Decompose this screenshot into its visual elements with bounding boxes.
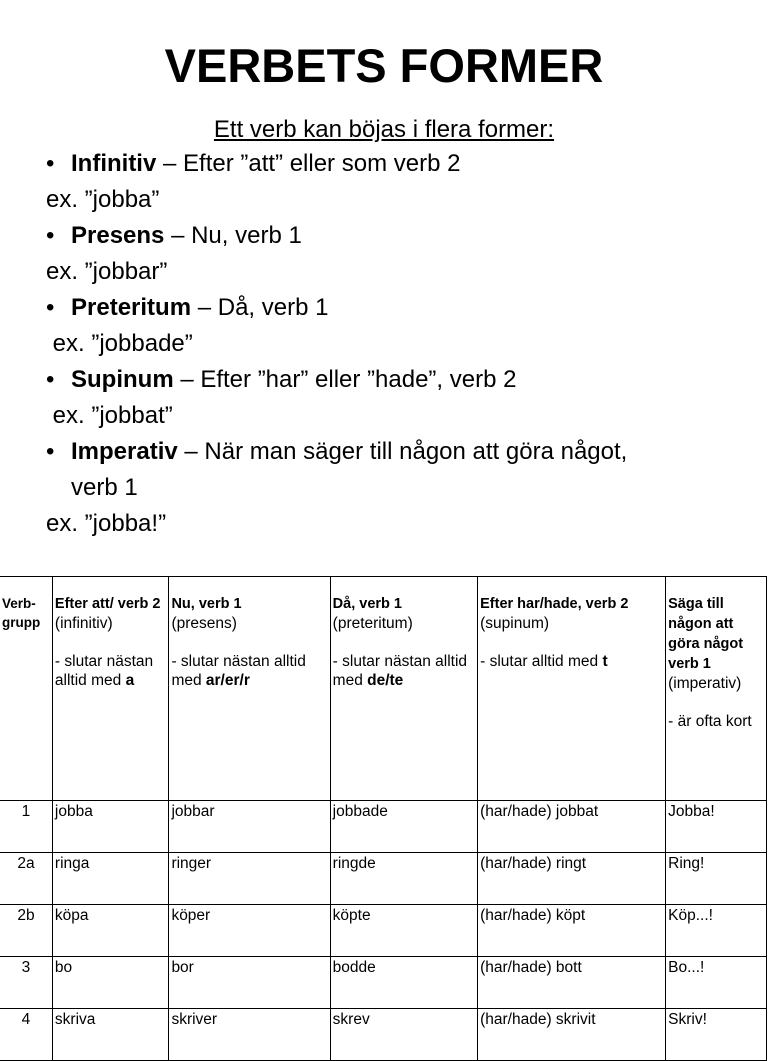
item-example: ex. ”jobbar” bbox=[46, 258, 168, 285]
cell-infinitiv: jobba bbox=[52, 801, 169, 853]
table-header-row bbox=[0, 577, 767, 801]
bullet: • bbox=[46, 438, 55, 465]
list-item bbox=[71, 366, 516, 394]
list-item bbox=[71, 294, 328, 322]
cell-infinitiv: bo bbox=[52, 957, 169, 1009]
bullet: • bbox=[46, 294, 55, 321]
header-cell-supinum bbox=[478, 577, 666, 801]
item-example: ex. ”jobba!” bbox=[46, 510, 167, 537]
header-note: - är ofta kort bbox=[668, 713, 752, 730]
cell-group: 1 bbox=[0, 801, 52, 853]
list-item bbox=[71, 438, 627, 466]
cell-infinitiv: skriva bbox=[52, 1009, 169, 1061]
item-term: Presens bbox=[71, 222, 165, 249]
cell-preteritum: jobbade bbox=[330, 801, 477, 853]
cell-preteritum: ringde bbox=[330, 853, 477, 905]
cell-group: 4 bbox=[0, 1009, 52, 1061]
bullet: • bbox=[46, 150, 55, 177]
header-note: - slutar nästan alltid med a bbox=[54, 653, 154, 689]
cell-supinum: (har/hade) köpt bbox=[478, 905, 666, 957]
header-note: - slutar nästan alltid med ar/er/r bbox=[171, 653, 306, 689]
cell-imperativ: Jobba! bbox=[666, 801, 767, 853]
cell-group: 2b bbox=[0, 905, 52, 957]
cell-imperativ: Ring! bbox=[666, 853, 767, 905]
item-term: Infinitiv bbox=[71, 150, 157, 177]
table-row bbox=[0, 957, 767, 1009]
header-bold: Då, verb 1 bbox=[332, 596, 402, 612]
item-desc: – Efter ”har” eller ”hade”, verb 2 bbox=[173, 366, 517, 393]
cell-presens: jobbar bbox=[169, 801, 330, 853]
cell-infinitiv: ringa bbox=[52, 853, 169, 905]
bullet: • bbox=[46, 222, 55, 249]
cell-presens: ringer bbox=[169, 853, 330, 905]
header-cell-presens bbox=[169, 577, 330, 801]
header-normal: (presens) bbox=[171, 615, 237, 632]
header-normal: (preteritum) bbox=[332, 615, 413, 632]
cell-presens: bor bbox=[169, 957, 330, 1009]
item-term: Supinum bbox=[71, 366, 174, 393]
header-cell-infinitiv bbox=[52, 577, 169, 801]
header-bold: Efter har/hade, verb 2 bbox=[480, 596, 629, 612]
header-cell-preteritum bbox=[330, 577, 477, 801]
cell-imperativ: Skriv! bbox=[666, 1009, 767, 1061]
cell-supinum: (har/hade) skrivit bbox=[478, 1009, 666, 1061]
header-bold: Efter att/ verb 2 bbox=[54, 596, 161, 612]
header-normal: (imperativ) bbox=[668, 675, 742, 692]
item-term: Imperativ bbox=[71, 438, 178, 465]
header-cell-imperativ bbox=[666, 577, 767, 801]
header-normal: (supinum) bbox=[480, 615, 550, 632]
cell-supinum: (har/hade) bott bbox=[478, 957, 666, 1009]
bullet: • bbox=[46, 366, 55, 393]
item-example: ex. ”jobbat” bbox=[46, 402, 173, 429]
header-note: - slutar alltid med t bbox=[480, 653, 608, 670]
cell-preteritum: skrev bbox=[330, 1009, 477, 1061]
header-normal: (infinitiv) bbox=[54, 615, 113, 632]
item-desc: – Nu, verb 1 bbox=[164, 222, 302, 249]
cell-group: 2a bbox=[0, 853, 52, 905]
item-term: Preteritum bbox=[71, 294, 192, 321]
cell-preteritum: köpte bbox=[330, 905, 477, 957]
page-title: VERBETS FORMER bbox=[164, 39, 604, 92]
table-row bbox=[0, 1009, 767, 1061]
list-item bbox=[71, 150, 460, 178]
table-row bbox=[0, 905, 767, 957]
cell-imperativ: Bo...! bbox=[666, 957, 767, 1009]
list-item bbox=[71, 222, 302, 250]
header-note: - slutar nästan alltid med de/te bbox=[332, 653, 468, 689]
subtitle: Ett verb kan böjas i flera former: bbox=[213, 116, 555, 143]
header-cell-group bbox=[0, 577, 52, 801]
header-bold: Nu, verb 1 bbox=[171, 596, 242, 612]
cell-presens: köper bbox=[169, 905, 330, 957]
cell-preteritum: bodde bbox=[330, 957, 477, 1009]
header-bold: Verb-grupp bbox=[2, 596, 41, 630]
item-desc: – Efter ”att” eller som verb 2 bbox=[156, 150, 461, 177]
header-bold: Säga till någon att göra något verb 1 bbox=[668, 596, 744, 672]
cell-presens: skriver bbox=[169, 1009, 330, 1061]
cell-group: 3 bbox=[0, 957, 52, 1009]
table-row bbox=[0, 853, 767, 905]
item-desc-continued: verb 1 bbox=[71, 474, 138, 501]
cell-supinum: (har/hade) jobbat bbox=[478, 801, 666, 853]
cell-supinum: (har/hade) ringt bbox=[478, 853, 666, 905]
item-example: ex. ”jobba” bbox=[46, 186, 160, 213]
item-desc: – Då, verb 1 bbox=[191, 294, 329, 321]
cell-infinitiv: köpa bbox=[52, 905, 169, 957]
verb-table bbox=[0, 576, 767, 1061]
table-row bbox=[0, 801, 767, 853]
cell-imperativ: Köp...! bbox=[666, 905, 767, 957]
item-desc: – När man säger till någon att göra något, bbox=[177, 438, 628, 465]
item-example: ex. ”jobbade” bbox=[46, 330, 193, 357]
